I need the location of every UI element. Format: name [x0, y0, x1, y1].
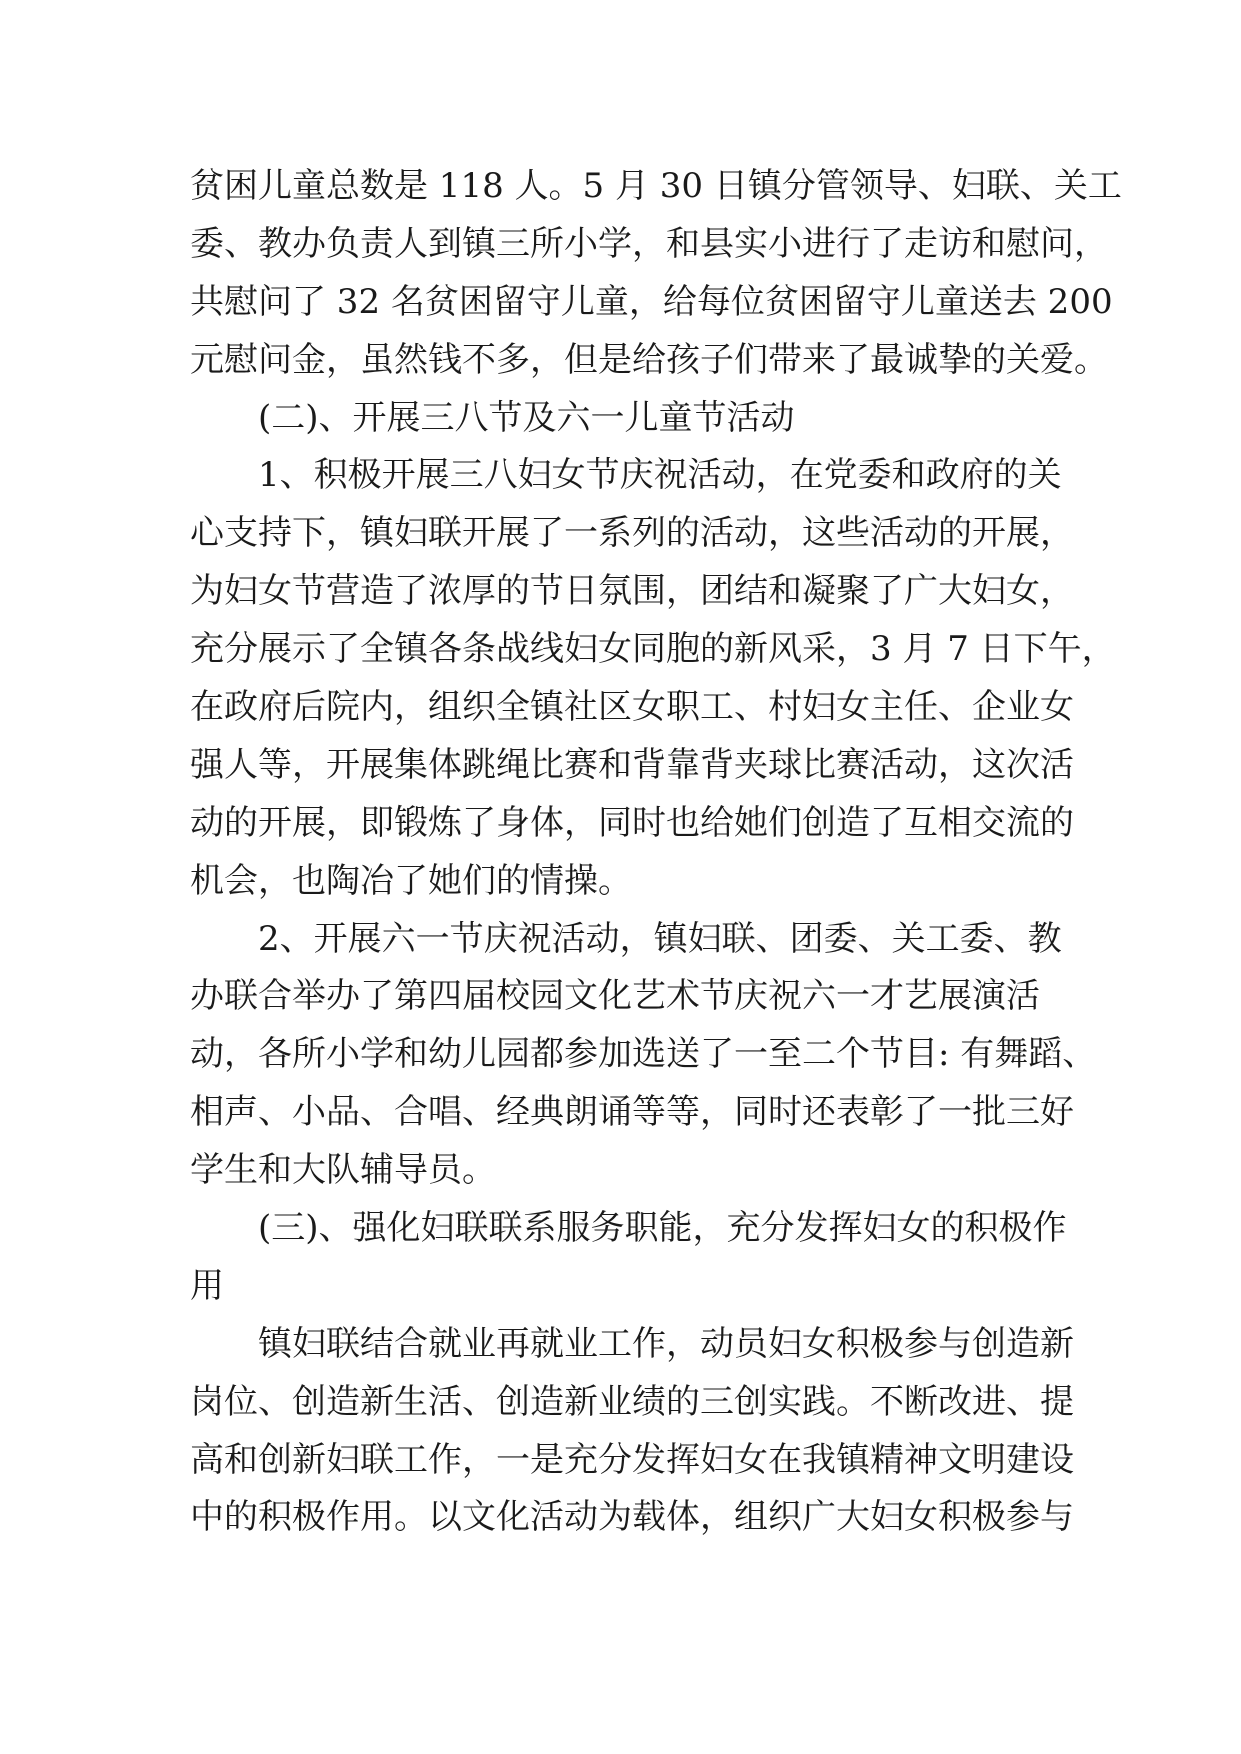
text-line: 学生和大队辅导员。 [190, 1150, 496, 1191]
text-line: 强人等，开展集体跳绳比赛和背靠背夹球比赛活动，这次活 [190, 744, 1074, 785]
text-line: 动的开展，即锻炼了身体，同时也给她们创造了互相交流的 [190, 802, 1074, 843]
text-line: 中的积极作用。以文化活动为载体，组织广大妇女积极参与 [190, 1497, 1074, 1538]
text-line: 为妇女节营造了浓厚的节日氛围，团结和凝聚了广大妇女， [190, 571, 1074, 612]
section-heading: (三)、强化妇联联系服务职能，充分发挥妇女的积极作 [258, 1208, 1067, 1249]
text-line: 贫困儿童总数是 118 人。5 月 30 日镇分管领导、妇联、关工 [190, 166, 1122, 206]
text-line: 元慰问金，虽然钱不多，但是给孩子们带来了最诚挚的关爱。 [190, 339, 1108, 380]
text-line: 在政府后院内，组织全镇社区女职工、村妇女主任、企业女 [190, 687, 1074, 728]
text-line: 1、积极开展三八妇女节庆祝活动，在党委和政府的关 [258, 455, 1062, 496]
text-line: 机会，也陶冶了她们的情操。 [190, 860, 632, 901]
document-body [190, 158, 1122, 1547]
section-heading: (二)、开展三八节及六一儿童节活动 [258, 397, 795, 438]
section-heading-continued: 用 [190, 1265, 224, 1306]
text-line: 办联合举办了第四届校园文化艺术节庆祝六一才艺展演活 [190, 976, 1040, 1017]
text-line: 充分展示了全镇各条战线妇女同胞的新风采，3 月 7 日下午， [190, 629, 1116, 670]
text-line: 动，各所小学和幼儿园都参加选送了一至二个节目: 有舞蹈、 [190, 1034, 1097, 1075]
text-line: 2、开展六一节庆祝活动，镇妇联、团委、关工委、教 [258, 918, 1062, 959]
text-line: 镇妇联结合就业再就业工作，动员妇女积极参与创造新 [258, 1323, 1074, 1364]
text-line: 高和创新妇联工作，一是充分发挥妇女在我镇精神文明建设 [190, 1439, 1074, 1480]
text-line: 岗位、创造新生活、创造新业绩的三创实践。不断改进、提 [190, 1381, 1074, 1422]
text-line: 共慰问了 32 名贫困留守儿童，给每位贫困留守儿童送去 200 [190, 281, 1113, 322]
text-line: 委、教办负责人到镇三所小学，和县实小进行了走访和慰问， [190, 223, 1108, 264]
text-line: 相声、小品、合唱、经典朗诵等等，同时还表彰了一批三好 [190, 1092, 1074, 1133]
text-line: 心支持下，镇妇联开展了一系列的活动，这些活动的开展， [190, 513, 1074, 554]
